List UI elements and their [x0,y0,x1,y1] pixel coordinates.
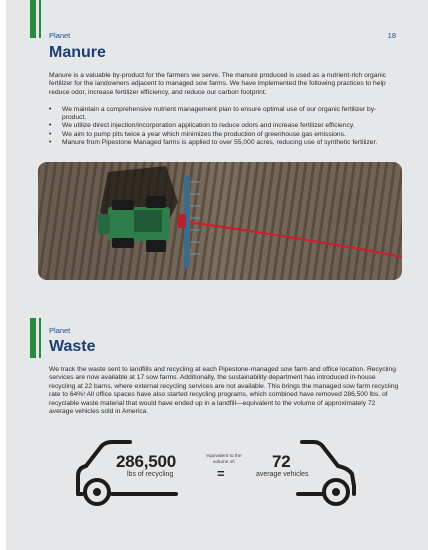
accent-line-waste [39,318,41,358]
list-item: • We aim to pump pits twice a year which minimizes the production of greenhouse gas emissions. [49,131,399,139]
list-item: • We utilize direct injection/incorporation application to reduce odors and increase fertilizer efficiency. [49,122,399,130]
tractor-field-image [38,162,402,280]
vehicle-count-value: 72 [272,452,291,471]
list-item: • Manure from Pipestone Managed farms is applied to over 55,000 acres, reducing use of synthetic fertilizer. [49,139,399,147]
page-number: 18 [387,31,396,40]
waste-heading: Waste [49,338,96,355]
accent-line-manure [39,0,41,38]
recycling-weight-caption: lbs of recycling [127,471,174,478]
manure-practices-list [49,106,399,147]
aerial-tractor-photo [38,162,402,280]
waste-body: We track the waste sent to landfills and recycling at each Pipestone-managed sow farm and office location. Recycling services are now available at 17 sow farms. Additionally, the sustainability department has introduced in-house recycling at 22 barns, where external recycling services are not available. This brings the managed sow farm recycling rate to 64%! All office spaces have also started recycling programs, which combined have removed 286,500 lbs. of recyclable waste material that would have ended up in a landfill—equivalent to the volume of approximately 72 average vehicles sold in America. [49,366,399,416]
equivalent-label: equivalent to the volume of: [206,454,242,465]
vehicle-count-caption: average vehicles [256,471,309,478]
recycling-weight-value: 286,500 [116,452,177,471]
equals-sign: = [217,466,225,481]
manure-section-label: Planet [49,31,71,40]
accent-bar-waste [30,318,36,358]
waste-section-label: Planet [49,326,71,335]
accent-bar-manure [30,0,36,38]
manure-intro: Manure is a valuable by-product for the farmers we serve. The manure produced is used as a nutrient-rich organic fertilizer for the landowners adjacent to managed sow farms. We have implemented the following practices to help reduce odor, increase fertilizer efficiency, and reduce our carbon footprint. [49,72,387,96]
list-item: • We maintain a comprehensive nutrient management plan to ensure optimal use of our organic fertilizer by-product. [49,106,399,122]
manure-heading: Manure [49,44,106,61]
